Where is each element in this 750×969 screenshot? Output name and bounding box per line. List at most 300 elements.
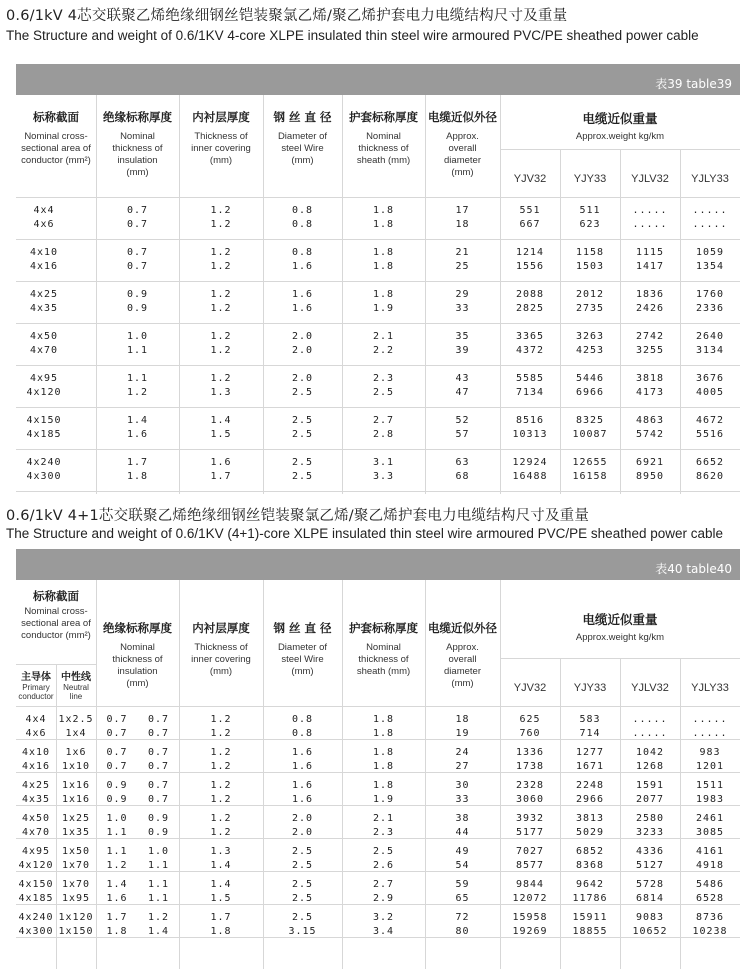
cell-steel: 2.0 bbox=[291, 373, 314, 384]
cell-yjv32: 5585 bbox=[515, 373, 545, 384]
cell-insulation: 1.7 bbox=[126, 457, 149, 468]
cell-yjy33: 6966 bbox=[575, 387, 605, 398]
table1-title-en: The Structure and weight of 0.6/1KV 4-core XLPE insulated thin steel wire armoured PVC/PE sheathed power cable bbox=[6, 28, 699, 43]
cell-steel: 0.8 bbox=[291, 205, 314, 216]
cell-yjlv32: ..... bbox=[632, 219, 668, 230]
cell-yjlv32: 6814 bbox=[635, 893, 665, 904]
cell-primary: 4x240 bbox=[18, 912, 54, 923]
cell-steel: 2.5 bbox=[291, 429, 314, 440]
cell-insulation-main: 0.7 bbox=[106, 728, 128, 739]
cell-yjly33: 2461 bbox=[695, 813, 725, 824]
cell-inner: 1.3 bbox=[210, 846, 232, 857]
cell-yjly33: 10238 bbox=[692, 926, 728, 937]
cell-yjy33: 12655 bbox=[572, 457, 608, 468]
cell-yjlv32: 8950 bbox=[635, 471, 665, 482]
cell-yjy33: 623 bbox=[579, 219, 601, 230]
cell-insulation-main: 1.1 bbox=[106, 827, 128, 838]
cell-insulation-neutral: 0.7 bbox=[147, 728, 170, 739]
cell-yjly33: 5516 bbox=[695, 429, 725, 440]
cell-yjlv32: 1115 bbox=[635, 247, 665, 258]
cell-insulation-neutral: 1.1 bbox=[147, 893, 170, 904]
cell-yjlv32: 2742 bbox=[635, 331, 665, 342]
cell-sheath: 2.6 bbox=[372, 860, 395, 871]
table-row-group bbox=[16, 197, 740, 239]
cell-yjlv32: 1417 bbox=[635, 261, 665, 272]
cell-yjy33: 15911 bbox=[572, 912, 608, 923]
cell-insulation: 1.2 bbox=[126, 387, 149, 398]
cell-yjv32: 551 bbox=[519, 205, 541, 216]
t1-col-sheath: 护套标称厚度 Nominal thickness of sheath (mm) bbox=[349, 110, 418, 166]
cell-section: 4x95 bbox=[29, 373, 59, 384]
cell-diameter: 38 bbox=[455, 813, 470, 824]
cell-diameter: 17 bbox=[455, 205, 470, 216]
cell-yjy33: 3263 bbox=[575, 331, 605, 342]
table1-number: 表39 table39 bbox=[655, 77, 732, 91]
cell-yjy33: 2966 bbox=[575, 794, 605, 805]
cell-diameter: 63 bbox=[455, 457, 470, 468]
cell-diameter: 29 bbox=[455, 289, 470, 300]
cell-diameter: 54 bbox=[455, 860, 470, 871]
cell-yjv32: 3060 bbox=[515, 794, 545, 805]
cell-insulation-neutral: 0.7 bbox=[147, 747, 170, 758]
cell-yjly33: 3085 bbox=[695, 827, 725, 838]
cell-yjv32: 10313 bbox=[512, 429, 548, 440]
cell-inner: 1.2 bbox=[210, 714, 232, 725]
cell-section: 4x25 bbox=[29, 289, 59, 300]
table2-number: 表40 table40 bbox=[655, 562, 732, 576]
cell-sheath: 1.8 bbox=[372, 289, 395, 300]
cell-inner: 1.2 bbox=[210, 289, 232, 300]
cell-yjy33: 583 bbox=[579, 714, 601, 725]
cell-yjy33: 5029 bbox=[575, 827, 605, 838]
cell-diameter: 68 bbox=[455, 471, 470, 482]
cell-section: 4x70 bbox=[29, 345, 59, 356]
cell-steel: 2.5 bbox=[291, 457, 314, 468]
cell-insulation-neutral: 0.9 bbox=[147, 827, 170, 838]
cell-yjly33: 1059 bbox=[695, 247, 725, 258]
cell-yjv32: 1214 bbox=[515, 247, 545, 258]
cell-steel: 2.0 bbox=[291, 813, 314, 824]
cell-primary: 4x16 bbox=[21, 761, 51, 772]
cell-yjv32: 2328 bbox=[515, 780, 545, 791]
cell-sheath: 1.8 bbox=[372, 780, 395, 791]
cell-steel: 1.6 bbox=[291, 780, 314, 791]
cell-sheath: 1.9 bbox=[372, 303, 395, 314]
cell-diameter: 19 bbox=[455, 728, 470, 739]
table2-header bbox=[16, 580, 740, 706]
cell-section: 4x16 bbox=[29, 261, 59, 272]
cell-insulation-neutral: 1.4 bbox=[147, 926, 170, 937]
cell-yjv32: 4372 bbox=[515, 345, 545, 356]
cell-insulation: 1.1 bbox=[126, 345, 149, 356]
cell-section: 4x4 bbox=[33, 205, 55, 216]
cell-yjv32: 8577 bbox=[515, 860, 545, 871]
cell-inner: 1.2 bbox=[210, 780, 232, 791]
cell-yjlv32: 5728 bbox=[635, 879, 665, 890]
cell-inner: 1.7 bbox=[210, 471, 232, 482]
cell-inner: 1.2 bbox=[210, 373, 232, 384]
row-divider bbox=[16, 491, 740, 492]
cell-yjv32: 667 bbox=[519, 219, 541, 230]
cell-insulation-main: 0.9 bbox=[106, 794, 128, 805]
cell-insulation-main: 1.8 bbox=[106, 926, 128, 937]
cell-diameter: 44 bbox=[455, 827, 470, 838]
t2-col-insulation: 绝缘标称厚度 Nominal thickness of insulation (mm) bbox=[103, 621, 172, 689]
cell-sheath: 3.2 bbox=[372, 912, 395, 923]
cell-section: 4x6 bbox=[33, 219, 55, 230]
cell-insulation-main: 1.1 bbox=[106, 846, 128, 857]
cell-yjly33: ..... bbox=[692, 205, 728, 216]
table2-title-en: The Structure and weight of 0.6/1KV (4+1)-core XLPE insulated thin steel wire armoured PVC/PE sheathed power cable bbox=[6, 526, 724, 541]
cell-yjlv32: 1836 bbox=[635, 289, 665, 300]
cell-yjv32: 3932 bbox=[515, 813, 545, 824]
cell-primary: 4x185 bbox=[18, 893, 54, 904]
cell-yjv32: 8516 bbox=[515, 415, 545, 426]
cell-diameter: 52 bbox=[455, 415, 470, 426]
cell-diameter: 59 bbox=[455, 879, 470, 890]
cell-diameter: 24 bbox=[455, 747, 470, 758]
cell-yjlv32: 3818 bbox=[635, 373, 665, 384]
column-divider bbox=[560, 658, 561, 969]
cell-insulation: 0.7 bbox=[126, 219, 149, 230]
column-divider bbox=[263, 580, 264, 969]
cell-diameter: 30 bbox=[455, 780, 470, 791]
cell-yjy33: 3813 bbox=[575, 813, 605, 824]
cell-insulation-main: 1.6 bbox=[106, 893, 128, 904]
cell-sheath: 1.8 bbox=[372, 728, 395, 739]
cell-insulation-main: 1.4 bbox=[106, 879, 128, 890]
cell-yjly33: 6528 bbox=[695, 893, 725, 904]
cell-steel: 2.5 bbox=[291, 471, 314, 482]
cell-inner: 1.2 bbox=[210, 747, 232, 758]
cell-sheath: 3.3 bbox=[372, 471, 395, 482]
table2-title-cn: 0.6/1kV 4+1芯交联聚乙烯绝缘细钢丝铠装聚氯乙烯/聚乙烯护套电力电缆结构尺寸及重量 bbox=[6, 508, 590, 524]
cell-yjly33: 5486 bbox=[695, 879, 725, 890]
cell-sheath: 1.8 bbox=[372, 219, 395, 230]
cell-yjlv32: 4863 bbox=[635, 415, 665, 426]
cell-diameter: 72 bbox=[455, 912, 470, 923]
cell-yjy33: 2248 bbox=[575, 780, 605, 791]
cell-inner: 1.2 bbox=[210, 261, 232, 272]
cell-yjly33: 1201 bbox=[695, 761, 725, 772]
cell-neutral: 1x10 bbox=[61, 761, 91, 772]
cell-inner: 1.2 bbox=[210, 728, 232, 739]
t2-col-section: 标称截面 Nominal cross-sectional area of conductor (mm²) bbox=[21, 589, 91, 641]
cell-primary: 4x35 bbox=[21, 794, 51, 805]
cell-inner: 1.2 bbox=[210, 345, 232, 356]
cell-section: 4x240 bbox=[26, 457, 62, 468]
cell-yjlv32: 1591 bbox=[635, 780, 665, 791]
column-divider bbox=[179, 95, 180, 494]
cell-steel: 1.6 bbox=[291, 261, 314, 272]
table-row-group bbox=[16, 838, 740, 871]
cell-sheath: 2.2 bbox=[372, 345, 395, 356]
cell-neutral: 1x120 bbox=[58, 912, 94, 923]
cell-diameter: 43 bbox=[455, 373, 470, 384]
cell-yjlv32: 1268 bbox=[635, 761, 665, 772]
cell-insulation-main: 1.2 bbox=[106, 860, 128, 871]
cell-diameter: 25 bbox=[455, 261, 470, 272]
cell-section: 4x35 bbox=[29, 303, 59, 314]
cell-diameter: 33 bbox=[455, 303, 470, 314]
cell-sheath: 3.4 bbox=[372, 926, 395, 937]
cell-yjy33: 511 bbox=[579, 205, 601, 216]
cell-yjv32: 625 bbox=[519, 714, 541, 725]
cell-steel: 3.15 bbox=[288, 926, 317, 937]
cell-section: 4x185 bbox=[26, 429, 62, 440]
cell-yjy33: 8325 bbox=[575, 415, 605, 426]
column-divider bbox=[500, 95, 501, 494]
cell-yjlv32: 5127 bbox=[635, 860, 665, 871]
cell-yjly33: 2336 bbox=[695, 303, 725, 314]
cell-yjy33: 2012 bbox=[575, 289, 605, 300]
cell-yjv32: 9844 bbox=[515, 879, 545, 890]
cell-insulation: 1.1 bbox=[126, 373, 149, 384]
cell-yjv32: 7134 bbox=[515, 387, 545, 398]
cell-yjy33: 11786 bbox=[572, 893, 608, 904]
table1-banner bbox=[16, 64, 740, 95]
cell-inner: 1.4 bbox=[210, 879, 232, 890]
column-divider bbox=[179, 580, 180, 969]
cell-inner: 1.2 bbox=[210, 219, 232, 230]
cell-inner: 1.8 bbox=[210, 926, 232, 937]
cell-steel: 1.6 bbox=[291, 761, 314, 772]
cell-neutral: 1x70 bbox=[61, 879, 91, 890]
cell-yjv32: 1336 bbox=[515, 747, 545, 758]
cell-yjlv32: 2077 bbox=[635, 794, 665, 805]
cell-yjly33: 1511 bbox=[695, 780, 725, 791]
cell-sheath: 1.8 bbox=[372, 205, 395, 216]
column-divider bbox=[425, 95, 426, 494]
cell-steel: 2.5 bbox=[291, 846, 314, 857]
t2-col-yjly33: YJLY33 bbox=[691, 682, 729, 694]
column-divider bbox=[620, 149, 621, 494]
cell-neutral: 1x70 bbox=[61, 860, 91, 871]
column-divider bbox=[56, 664, 57, 969]
t2-col-primary: 主导体 Primary conductor bbox=[18, 672, 54, 701]
t2-col-yjv32: YJV32 bbox=[513, 682, 547, 694]
cell-yjv32: 760 bbox=[519, 728, 541, 739]
t2-col-yjlv32: YJLV32 bbox=[631, 682, 669, 694]
column-divider bbox=[342, 95, 343, 494]
cell-steel: 1.6 bbox=[291, 303, 314, 314]
column-divider bbox=[342, 580, 343, 969]
cell-diameter: 57 bbox=[455, 429, 470, 440]
cell-primary: 4x70 bbox=[21, 827, 51, 838]
cell-inner: 1.6 bbox=[210, 457, 232, 468]
cell-yjly33: 1354 bbox=[695, 261, 725, 272]
cell-yjlv32: 5742 bbox=[635, 429, 665, 440]
cell-sheath: 1.8 bbox=[372, 714, 395, 725]
cell-sheath: 2.3 bbox=[372, 373, 395, 384]
cell-section: 4x300 bbox=[26, 471, 62, 482]
cell-insulation-neutral: 1.1 bbox=[147, 879, 170, 890]
cell-neutral: 1x16 bbox=[61, 780, 91, 791]
t1-col-insulation: 绝缘标称厚度 Nominal thickness of insulation (mm) bbox=[103, 110, 172, 178]
cell-diameter: 65 bbox=[455, 893, 470, 904]
cell-diameter: 27 bbox=[455, 761, 470, 772]
t1-col-yjlv32: YJLV32 bbox=[631, 173, 669, 185]
cell-inner: 1.5 bbox=[210, 893, 232, 904]
column-divider bbox=[500, 580, 501, 969]
table-row-group bbox=[16, 871, 740, 904]
cell-yjy33: 714 bbox=[579, 728, 601, 739]
cell-sheath: 2.5 bbox=[372, 387, 395, 398]
cell-yjy33: 16158 bbox=[572, 471, 608, 482]
cell-insulation-neutral: 1.0 bbox=[147, 846, 170, 857]
cell-sheath: 1.8 bbox=[372, 261, 395, 272]
cell-steel: 1.6 bbox=[291, 747, 314, 758]
cell-insulation-main: 0.7 bbox=[106, 761, 128, 772]
cell-steel: 2.0 bbox=[291, 827, 314, 838]
cell-sheath: 2.5 bbox=[372, 846, 395, 857]
column-divider bbox=[560, 149, 561, 494]
cell-sheath: 1.8 bbox=[372, 761, 395, 772]
cell-insulation-main: 0.7 bbox=[106, 747, 128, 758]
cell-steel: 2.5 bbox=[291, 879, 314, 890]
cell-yjv32: 15958 bbox=[512, 912, 548, 923]
cell-diameter: 33 bbox=[455, 794, 470, 805]
cell-diameter: 18 bbox=[455, 714, 470, 725]
cell-yjy33: 1503 bbox=[575, 261, 605, 272]
cell-yjlv32: 6921 bbox=[635, 457, 665, 468]
cell-steel: 1.6 bbox=[291, 289, 314, 300]
cell-yjy33: 1671 bbox=[575, 761, 605, 772]
cell-insulation: 1.6 bbox=[126, 429, 149, 440]
t1-col-diameter: 电缆近似外径 Approx. overall diameter (mm) bbox=[428, 110, 497, 178]
cell-yjly33: 4918 bbox=[695, 860, 725, 871]
cell-diameter: 47 bbox=[455, 387, 470, 398]
table1-title-cn: 0.6/1kV 4芯交联聚乙烯绝缘细钢丝铠装聚氯乙烯/聚乙烯护套电力电缆结构尺寸及重量 bbox=[6, 8, 568, 24]
cell-neutral: 1x95 bbox=[61, 893, 91, 904]
cell-insulation-neutral: 0.7 bbox=[147, 794, 170, 805]
cell-diameter: 21 bbox=[455, 247, 470, 258]
cell-yjv32: 12072 bbox=[512, 893, 548, 904]
cell-diameter: 49 bbox=[455, 846, 470, 857]
cell-yjv32: 12924 bbox=[512, 457, 548, 468]
cell-primary: 4x10 bbox=[21, 747, 51, 758]
cell-yjlv32: 1042 bbox=[635, 747, 665, 758]
cell-insulation-main: 0.9 bbox=[106, 780, 128, 791]
cell-steel: 0.8 bbox=[291, 728, 314, 739]
cell-section: 4x150 bbox=[26, 415, 62, 426]
table-row-group bbox=[16, 739, 740, 772]
cell-inner: 1.2 bbox=[210, 813, 232, 824]
cell-sheath: 2.7 bbox=[372, 879, 395, 890]
t2-col-sheath: 护套标称厚度 Nominal thickness of sheath (mm) bbox=[349, 621, 418, 677]
cell-yjlv32: 3255 bbox=[635, 345, 665, 356]
cell-insulation: 0.7 bbox=[126, 205, 149, 216]
cell-primary: 4x95 bbox=[21, 846, 51, 857]
cell-diameter: 80 bbox=[455, 926, 470, 937]
t1-col-inner: 内衬层厚度 Thickness of inner covering (mm) bbox=[191, 110, 251, 166]
table-row-group bbox=[16, 449, 740, 491]
cell-yjv32: 3365 bbox=[515, 331, 545, 342]
cell-yjy33: 1277 bbox=[575, 747, 605, 758]
cell-yjlv32: 4173 bbox=[635, 387, 665, 398]
cell-section: 4x120 bbox=[26, 387, 62, 398]
cell-yjy33: 1158 bbox=[575, 247, 605, 258]
cell-yjy33: 5446 bbox=[575, 373, 605, 384]
cell-neutral: 1x35 bbox=[61, 827, 91, 838]
cell-yjy33: 9642 bbox=[575, 879, 605, 890]
cell-yjlv32: 2426 bbox=[635, 303, 665, 314]
cell-yjly33: 8620 bbox=[695, 471, 725, 482]
cell-inner: 1.2 bbox=[210, 247, 232, 258]
t1-col-section: 标称截面 Nominal cross-sectional area of conductor (mm²) bbox=[21, 110, 91, 166]
cell-steel: 2.5 bbox=[291, 860, 314, 871]
cell-sheath: 1.9 bbox=[372, 794, 395, 805]
cell-sheath: 2.7 bbox=[372, 415, 395, 426]
table-row-group bbox=[16, 365, 740, 407]
table1-header bbox=[16, 95, 740, 197]
cell-insulation-main: 1.7 bbox=[106, 912, 128, 923]
cell-insulation-main: 0.7 bbox=[106, 714, 128, 725]
cell-yjly33: 3134 bbox=[695, 345, 725, 356]
cell-insulation-neutral: 1.1 bbox=[147, 860, 170, 871]
cell-steel: 2.0 bbox=[291, 331, 314, 342]
table2-banner bbox=[16, 549, 740, 580]
cell-sheath: 3.1 bbox=[372, 457, 395, 468]
cell-insulation: 1.0 bbox=[126, 331, 149, 342]
cell-yjly33: 2640 bbox=[695, 331, 725, 342]
cell-yjly33: 3676 bbox=[695, 373, 725, 384]
table-row-group bbox=[16, 323, 740, 365]
cell-primary: 4x300 bbox=[18, 926, 54, 937]
cell-neutral: 1x6 bbox=[65, 747, 87, 758]
t1-col-steel: 钢 丝 直 径 Diameter of steel Wire (mm) bbox=[273, 110, 332, 166]
cell-insulation-main: 1.0 bbox=[106, 813, 128, 824]
cell-yjly33: 6652 bbox=[695, 457, 725, 468]
cell-insulation: 1.8 bbox=[126, 471, 149, 482]
table-row-group bbox=[16, 805, 740, 838]
column-divider bbox=[96, 580, 97, 969]
cell-inner: 1.7 bbox=[210, 912, 232, 923]
cell-insulation-neutral: 0.7 bbox=[147, 714, 170, 725]
cell-yjv32: 2825 bbox=[515, 303, 545, 314]
cell-yjv32: 7027 bbox=[515, 846, 545, 857]
cell-primary: 4x4 bbox=[25, 714, 47, 725]
column-divider bbox=[680, 149, 681, 494]
cell-yjly33: 1983 bbox=[695, 794, 725, 805]
cell-yjly33: 4672 bbox=[695, 415, 725, 426]
cell-steel: 0.8 bbox=[291, 219, 314, 230]
t2-col-yjy33: YJY33 bbox=[573, 682, 607, 694]
cell-steel: 2.5 bbox=[291, 415, 314, 426]
cell-diameter: 35 bbox=[455, 331, 470, 342]
cell-yjy33: 18855 bbox=[572, 926, 608, 937]
cell-steel: 2.5 bbox=[291, 387, 314, 398]
cell-section: 4x50 bbox=[29, 331, 59, 342]
cell-sheath: 2.1 bbox=[372, 331, 395, 342]
cell-sheath: 1.8 bbox=[372, 747, 395, 758]
column-divider bbox=[620, 658, 621, 969]
cell-yjly33: 983 bbox=[699, 747, 721, 758]
t2-col-weight: 电缆近似重量 Approx.weight kg/km bbox=[575, 612, 665, 643]
t1-col-yjv32: YJV32 bbox=[513, 173, 547, 185]
t1-col-yjy33: YJY33 bbox=[573, 173, 607, 185]
t2-col-steel: 钢 丝 直 径 Diameter of steel Wire (mm) bbox=[273, 621, 332, 677]
cell-inner: 1.2 bbox=[210, 794, 232, 805]
cell-yjy33: 2735 bbox=[575, 303, 605, 314]
table-row-group bbox=[16, 706, 740, 739]
cell-yjly33: 8736 bbox=[695, 912, 725, 923]
cell-yjly33: 4161 bbox=[695, 846, 725, 857]
cell-insulation-neutral: 0.7 bbox=[147, 761, 170, 772]
t1-col-weight: 电缆近似重量 Approx.weight kg/km bbox=[575, 111, 665, 142]
cell-steel: 1.6 bbox=[291, 794, 314, 805]
cell-inner: 1.2 bbox=[210, 205, 232, 216]
